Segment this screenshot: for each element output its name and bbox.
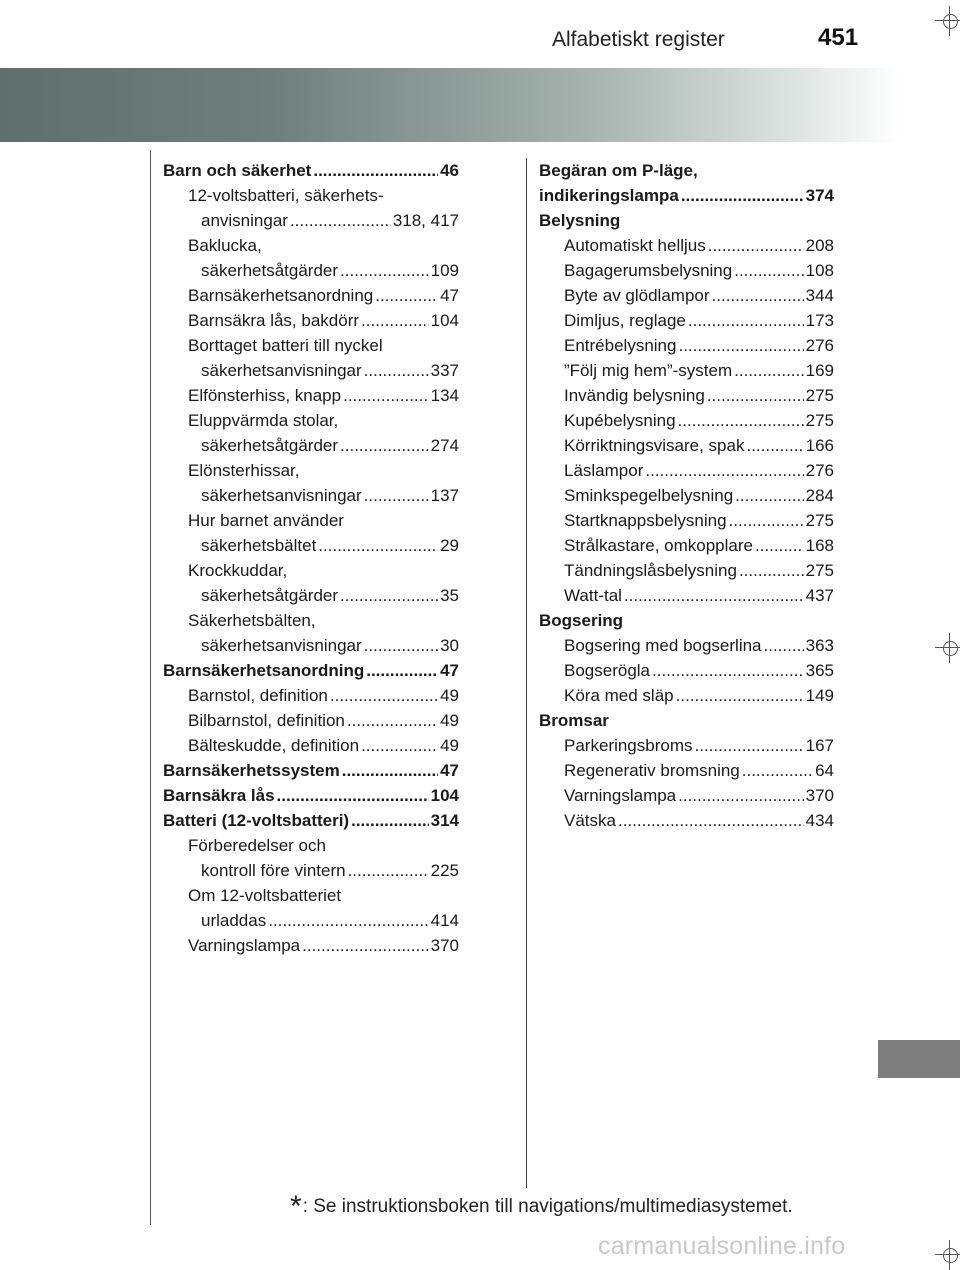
footnote-text: : Se instruktionsboken till navigations/multimediasystemet. bbox=[302, 1196, 793, 1217]
dot-leader bbox=[652, 658, 804, 683]
index-entry-term: säkerhetsanvisningar bbox=[201, 361, 362, 380]
index-entry-page: 275 bbox=[805, 511, 834, 530]
index-entry-term: Automatiskt helljus bbox=[564, 236, 706, 255]
index-heading: Säkerhetsbälten, bbox=[188, 611, 316, 630]
index-entry-term: Startknappsbelysning bbox=[564, 511, 727, 530]
index-entry-page: 49 bbox=[440, 736, 459, 755]
index-entry-term: Invändig belysning bbox=[564, 386, 705, 405]
dot-leader bbox=[318, 533, 438, 558]
index-entry-term: Köra med släp bbox=[564, 686, 674, 705]
index-entry-term: Kupébelysning bbox=[564, 411, 676, 430]
index-entry-page: 137 bbox=[430, 486, 459, 505]
index-entry-page: 49 bbox=[440, 686, 459, 705]
dot-leader bbox=[712, 283, 804, 308]
index-entry-page: 414 bbox=[430, 911, 459, 930]
index-column-right bbox=[539, 158, 834, 833]
index-heading: Krockkuddar, bbox=[188, 561, 288, 580]
index-entry-term: Entrébelysning bbox=[564, 336, 677, 355]
index-entry bbox=[539, 633, 834, 658]
dot-leader bbox=[624, 583, 804, 608]
index-entry bbox=[539, 483, 834, 508]
index-entry-page: 365 bbox=[805, 661, 834, 680]
dot-leader bbox=[330, 683, 438, 708]
dot-leader bbox=[645, 458, 803, 483]
dot-leader bbox=[361, 308, 429, 333]
dot-leader bbox=[678, 408, 804, 433]
index-entry bbox=[539, 683, 834, 708]
index-entry-page: 108 bbox=[805, 261, 834, 280]
index-entry-page: 166 bbox=[805, 436, 834, 455]
watermark: carmanualsonline.info bbox=[598, 1232, 846, 1260]
index-entry-term: Barnsäkra lås, bakdörr bbox=[188, 311, 360, 330]
index-entry bbox=[539, 658, 834, 683]
index-entry bbox=[539, 408, 834, 433]
index-entry-page: 434 bbox=[805, 811, 834, 830]
dot-leader bbox=[343, 383, 429, 408]
footnote bbox=[290, 1190, 793, 1224]
index-entry-term: Varningslampa bbox=[188, 936, 301, 955]
index-entry-term: säkerhetsåtgärder bbox=[201, 436, 339, 455]
index-entry bbox=[539, 458, 834, 483]
index-entry-term: säkerhetsanvisningar bbox=[201, 486, 362, 505]
index-heading: Elönsterhissar, bbox=[188, 461, 300, 480]
index-entry-term: Dimljus, reglage bbox=[564, 311, 686, 330]
index-entry bbox=[539, 308, 834, 333]
dot-leader bbox=[375, 283, 438, 308]
dot-leader bbox=[351, 808, 429, 833]
dot-leader bbox=[366, 658, 438, 683]
index-heading: Bogsering bbox=[539, 611, 624, 630]
index-entry-page: 274 bbox=[430, 436, 459, 455]
index-entry-page: 275 bbox=[805, 411, 834, 430]
index-entry bbox=[163, 258, 459, 283]
index-entry-page: 167 bbox=[805, 736, 834, 755]
index-entry bbox=[539, 283, 834, 308]
dot-leader bbox=[678, 333, 803, 358]
index-entry-term: säkerhetsbältet bbox=[201, 536, 317, 555]
index-entry-page: 276 bbox=[805, 461, 834, 480]
index-entry bbox=[539, 533, 834, 558]
index-entry bbox=[539, 583, 834, 608]
dot-leader bbox=[618, 808, 804, 833]
index-entry bbox=[163, 483, 459, 508]
index-entry-page: 437 bbox=[805, 586, 834, 605]
dot-leader bbox=[678, 783, 803, 808]
dot-leader bbox=[746, 433, 803, 458]
dot-leader bbox=[268, 908, 428, 933]
index-entry-term: Barnstol, definition bbox=[188, 686, 328, 705]
index-heading: Borttaget batteri till nyckel bbox=[188, 336, 383, 355]
index-entry-page: 173 bbox=[805, 311, 834, 330]
index-entry-page: 370 bbox=[430, 936, 459, 955]
index-entry-term: Watt-tal bbox=[564, 586, 622, 605]
index-entry bbox=[163, 283, 459, 308]
dot-leader bbox=[676, 683, 804, 708]
index-entry-term: säkerhetsanvisningar bbox=[201, 636, 362, 655]
index-entry bbox=[163, 858, 459, 883]
index-entry-page: 208 bbox=[805, 236, 834, 255]
index-entry bbox=[163, 758, 459, 783]
index-entry-term: Regenerativ bromsning bbox=[564, 761, 740, 780]
index-entry bbox=[163, 533, 459, 558]
index-entry bbox=[539, 183, 834, 208]
index-column-left bbox=[163, 158, 459, 958]
dot-leader bbox=[290, 208, 391, 233]
footnote-marker: * bbox=[290, 1190, 302, 1223]
index-entry-term: Barnsäkerhetsanordning bbox=[188, 286, 374, 305]
index-entry bbox=[163, 658, 459, 683]
dot-leader bbox=[364, 633, 438, 658]
index-entry-term: Varningslampa bbox=[564, 786, 677, 805]
index-entry-page: 318, 417 bbox=[392, 211, 459, 230]
index-entry-term: Parkeringsbroms bbox=[564, 736, 693, 755]
dot-leader bbox=[729, 508, 804, 533]
dot-leader bbox=[681, 183, 804, 208]
index-entry-term: Bälteskudde, definition bbox=[188, 736, 360, 755]
index-entry-page: 64 bbox=[815, 761, 834, 780]
index-heading: Förberedelser och bbox=[188, 836, 326, 855]
index-entry-page: 168 bbox=[805, 536, 834, 555]
index-entry-page: 30 bbox=[440, 636, 459, 655]
index-entry-page: 46 bbox=[440, 161, 459, 180]
index-entry bbox=[539, 258, 834, 283]
index-entry bbox=[163, 208, 459, 233]
index-entry bbox=[539, 808, 834, 833]
index-entry-page: 363 bbox=[805, 636, 834, 655]
index-entry bbox=[163, 383, 459, 408]
index-entry bbox=[163, 733, 459, 758]
index-entry-term: Bagagerumsbelysning bbox=[564, 261, 733, 280]
index-entry-page: 35 bbox=[440, 586, 459, 605]
index-entry bbox=[163, 908, 459, 933]
index-entry-page: 104 bbox=[430, 786, 459, 805]
index-entry-page: 109 bbox=[430, 261, 459, 280]
header-banner bbox=[0, 68, 900, 142]
index-entry-page: 275 bbox=[805, 561, 834, 580]
index-entry-page: 47 bbox=[440, 286, 459, 305]
index-entry-page: 29 bbox=[440, 536, 459, 555]
index-entry-page: 314 bbox=[430, 811, 459, 830]
index-entry-term: Barn och säkerhet bbox=[163, 161, 312, 180]
index-entry bbox=[163, 683, 459, 708]
index-entry-term: Bilbarnstol, definition bbox=[188, 711, 345, 730]
index-entry-term: säkerhetsåtgärder bbox=[201, 586, 339, 605]
index-entry-page: 337 bbox=[430, 361, 459, 380]
index-entry-page: 149 bbox=[805, 686, 834, 705]
index-entry bbox=[163, 358, 459, 383]
index-entry bbox=[539, 358, 834, 383]
index-entry-term: Byte av glödlampor bbox=[564, 286, 710, 305]
dot-leader bbox=[688, 308, 804, 333]
index-entry-term: Läslampor bbox=[564, 461, 644, 480]
index-heading: Begäran om P-läge, bbox=[539, 161, 698, 180]
index-heading: 12-voltsbatteri, säkerhets- bbox=[188, 186, 384, 205]
index-entry-term: Barnsäkerhetssystem bbox=[163, 761, 340, 780]
dot-leader bbox=[347, 708, 438, 733]
index-entry-page: 344 bbox=[805, 286, 834, 305]
dot-leader bbox=[302, 933, 428, 958]
dot-leader bbox=[734, 358, 804, 383]
index-entry-term: Tändningslåsbelysning bbox=[564, 561, 737, 580]
index-entry-page: 276 bbox=[805, 336, 834, 355]
index-entry bbox=[539, 433, 834, 458]
index-entry bbox=[539, 233, 834, 258]
column-divider bbox=[526, 158, 527, 1188]
index-entry bbox=[539, 733, 834, 758]
dot-leader bbox=[707, 383, 804, 408]
index-entry bbox=[163, 158, 459, 183]
index-entry bbox=[163, 433, 459, 458]
dot-leader bbox=[755, 533, 804, 558]
index-entry-term: anvisningar bbox=[201, 211, 288, 230]
index-entry bbox=[163, 933, 459, 958]
index-entry-page: 134 bbox=[430, 386, 459, 405]
index-entry-page: 225 bbox=[430, 861, 459, 880]
index-entry-term: Bogserögla bbox=[564, 661, 651, 680]
dot-leader bbox=[313, 158, 438, 183]
dot-leader bbox=[361, 733, 438, 758]
index-entry-term: Vätska bbox=[564, 811, 616, 830]
index-entry-term: Strålkastare, omkopplare bbox=[564, 536, 753, 555]
index-entry-page: 49 bbox=[440, 711, 459, 730]
dot-leader bbox=[739, 558, 804, 583]
registration-mark-icon bbox=[935, 6, 960, 36]
index-entry-term: Barnsäkerhetsanordning bbox=[163, 661, 365, 680]
index-entry-term: Batteri (12-voltsbatteri) bbox=[163, 811, 350, 830]
index-entry-page: 169 bbox=[805, 361, 834, 380]
index-entry bbox=[539, 508, 834, 533]
index-entry bbox=[163, 783, 459, 808]
index-entry bbox=[163, 308, 459, 333]
index-entry-term: urladdas bbox=[201, 911, 267, 930]
registration-mark-icon bbox=[935, 633, 960, 663]
index-heading: Belysning bbox=[539, 211, 621, 230]
index-entry-page: 374 bbox=[805, 186, 834, 205]
registration-mark-icon bbox=[935, 1240, 960, 1270]
index-entry-page: 284 bbox=[805, 486, 834, 505]
dot-leader bbox=[708, 233, 804, 258]
index-entry-term: Sminkspegelbelysning bbox=[564, 486, 734, 505]
index-entry-term: Elfönsterhiss, knapp bbox=[188, 386, 342, 405]
index-entry bbox=[163, 808, 459, 833]
index-entry-term: kontroll före vintern bbox=[201, 861, 346, 880]
dot-leader bbox=[735, 483, 803, 508]
section-side-tab bbox=[878, 1040, 960, 1078]
dot-leader bbox=[734, 258, 803, 283]
margin-rule bbox=[150, 150, 151, 1225]
index-entry-term: indikeringslampa bbox=[539, 186, 679, 205]
index-heading: Om 12-voltsbatteriet bbox=[188, 886, 342, 905]
index-entry-term: Barnsäkra lås bbox=[163, 786, 275, 805]
index-entry-term: Körriktningsvisare, spak bbox=[564, 436, 745, 455]
index-entry bbox=[163, 633, 459, 658]
page-number: 451 bbox=[818, 24, 859, 51]
dot-leader bbox=[364, 358, 429, 383]
index-entry-page: 275 bbox=[805, 386, 834, 405]
index-entry-page: 47 bbox=[440, 661, 459, 680]
page-header-title: Alfabetiskt register bbox=[552, 28, 725, 51]
dot-leader bbox=[348, 858, 429, 883]
index-entry bbox=[539, 333, 834, 358]
index-entry bbox=[539, 758, 834, 783]
dot-leader bbox=[340, 258, 429, 283]
index-heading: Bromsar bbox=[539, 711, 609, 730]
index-entry bbox=[539, 383, 834, 408]
index-heading: Baklucka, bbox=[188, 236, 262, 255]
dot-leader bbox=[742, 758, 813, 783]
index-entry-page: 47 bbox=[440, 761, 459, 780]
dot-leader bbox=[340, 433, 429, 458]
index-entry-page: 370 bbox=[805, 786, 834, 805]
index-entry-page: 104 bbox=[430, 311, 459, 330]
dot-leader bbox=[340, 583, 438, 608]
index-entry bbox=[163, 583, 459, 608]
dot-leader bbox=[764, 633, 804, 658]
dot-leader bbox=[695, 733, 804, 758]
index-entry bbox=[539, 783, 834, 808]
index-entry-term: säkerhetsåtgärder bbox=[201, 261, 339, 280]
index-entry bbox=[163, 708, 459, 733]
index-entry-term: Bogsering med bogserlina bbox=[564, 636, 762, 655]
index-entry bbox=[539, 558, 834, 583]
dot-leader bbox=[342, 758, 438, 783]
index-heading: Hur barnet använder bbox=[188, 511, 344, 530]
dot-leader bbox=[364, 483, 429, 508]
index-heading: Eluppvärmda stolar, bbox=[188, 411, 339, 430]
dot-leader bbox=[277, 783, 429, 808]
index-entry-term: ”Följ mig hem”-system bbox=[564, 361, 733, 380]
